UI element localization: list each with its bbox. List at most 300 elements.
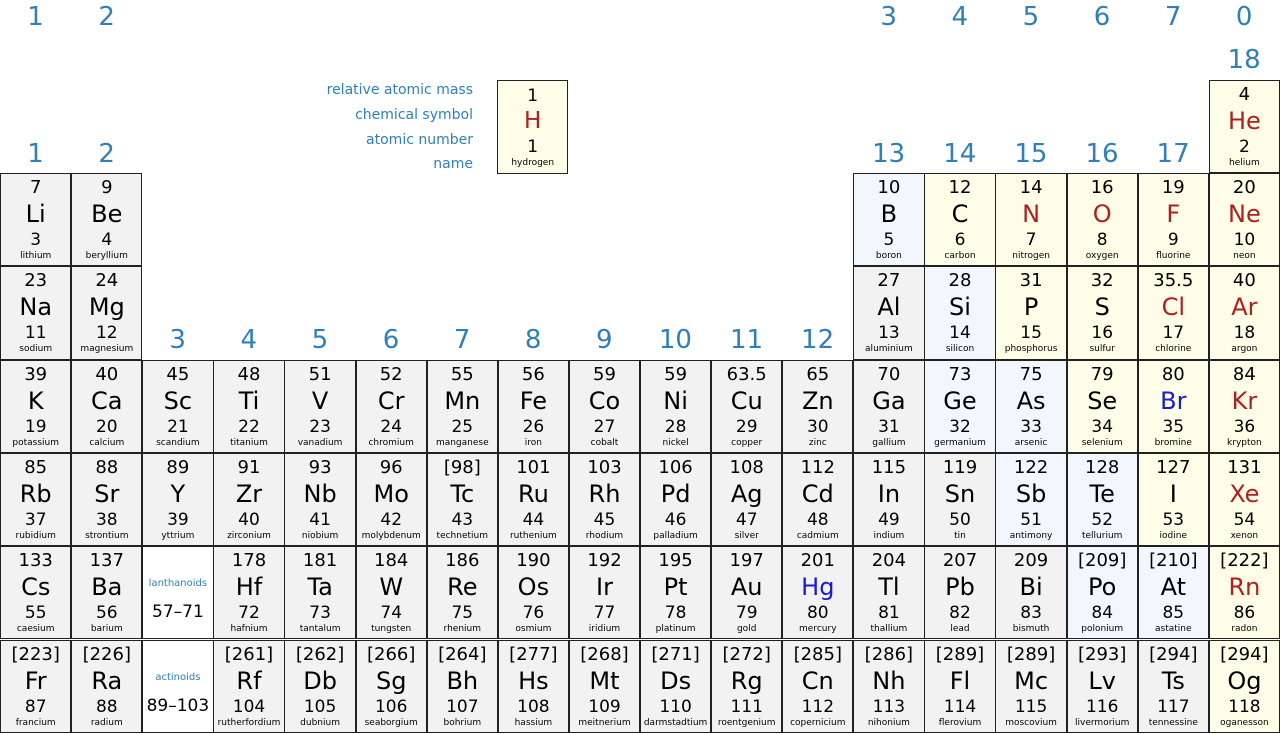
element-mass: 209 (1013, 550, 1049, 572)
element-name: yttrium (161, 530, 195, 541)
element-mass: 207 (942, 550, 978, 572)
element-cell-fl[interactable] (924, 640, 995, 733)
element-symbol: Te (1089, 479, 1115, 508)
element-cell-sb[interactable] (995, 453, 1066, 546)
element-number: 48 (806, 509, 829, 530)
element-cell-mt[interactable] (569, 640, 640, 733)
element-number: 108 (517, 696, 550, 717)
element-name: copper (731, 437, 763, 448)
element-mass: 79 (1090, 363, 1114, 385)
element-name: tantalum (299, 624, 341, 635)
element-mass: [289] (935, 643, 985, 665)
element-name: rhenium (443, 624, 482, 635)
element-cell-si[interactable] (924, 266, 995, 359)
element-cell-i[interactable] (1138, 453, 1209, 546)
element-cell-n[interactable] (995, 173, 1066, 266)
element-name: iridium (588, 624, 621, 635)
element-mass: [266] (366, 643, 416, 665)
element-cell-na[interactable] (0, 266, 71, 359)
element-mass: 35.5 (1153, 270, 1194, 292)
element-cell-ra[interactable] (71, 640, 142, 733)
element-number: 55 (24, 603, 47, 624)
old-group-label: 1 (27, 2, 44, 32)
element-name: arsenic (1014, 437, 1048, 448)
element-name: radon (1231, 624, 1258, 635)
element-number: 73 (309, 603, 331, 624)
element-symbol: Rh (588, 479, 621, 508)
element-mass: 7 (29, 177, 42, 198)
element-cell-og[interactable] (1209, 640, 1280, 733)
element-cell-os[interactable] (498, 546, 569, 639)
element-number: 13 (878, 323, 900, 344)
element-cell-sn[interactable] (924, 453, 995, 546)
group-label: 12 (801, 325, 835, 355)
element-number: 87 (24, 696, 47, 717)
element-mass: 127 (1156, 456, 1191, 478)
element-symbol: F (1166, 200, 1181, 228)
element-cell-bh[interactable] (427, 640, 498, 733)
element-cell-au[interactable] (711, 546, 782, 639)
element-name: silicon (945, 344, 975, 355)
element-name: titanium (230, 437, 268, 448)
element-cell-tl[interactable] (853, 546, 924, 639)
element-cell-p[interactable] (995, 266, 1066, 359)
element-number: 32 (949, 416, 971, 437)
element-mass: 9 (101, 177, 113, 198)
element-number: 37 (24, 509, 47, 530)
element-symbol: Nb (303, 479, 337, 508)
element-symbol: Rf (236, 666, 262, 695)
element-symbol: Ne (1228, 200, 1261, 228)
element-mass: 89 (166, 456, 190, 478)
element-cell-ag[interactable] (711, 453, 782, 546)
element-mass: 131 (1227, 456, 1262, 478)
element-mass: 73 (948, 363, 972, 385)
old-group-label: 7 (1164, 2, 1182, 32)
element-cell-mc[interactable] (995, 640, 1066, 733)
element-mass: [271] (651, 643, 700, 665)
element-number: 112 (801, 696, 835, 717)
element-name: cobalt (590, 437, 619, 448)
element-cell-fe[interactable] (498, 360, 569, 453)
element-number: 45 (593, 509, 616, 530)
element-mass: 93 (308, 456, 332, 478)
element-mass: [98] (443, 456, 481, 478)
element-mass: 112 (800, 456, 835, 478)
element-cell-ts[interactable] (1138, 640, 1209, 733)
element-symbol: Au (730, 573, 763, 602)
group-label: 2 (98, 139, 115, 169)
element-number: 47 (735, 509, 758, 530)
element-cell-rg[interactable] (711, 640, 782, 733)
element-cell-xe[interactable] (1209, 453, 1280, 546)
element-cell-zr[interactable] (213, 453, 284, 546)
group-label: 4 (240, 325, 258, 355)
element-number: 44 (522, 509, 545, 530)
element-name: nihonium (867, 717, 910, 728)
element-name: rubidium (15, 530, 56, 541)
element-number: 41 (309, 509, 331, 530)
element-name: germanium (934, 437, 986, 448)
element-cell-be[interactable] (71, 173, 142, 266)
element-number: 114 (943, 696, 977, 717)
element-name: antimony (1009, 530, 1053, 541)
element-cell-hf[interactable] (213, 546, 284, 639)
element-symbol: S (1094, 293, 1110, 322)
element-cell-at[interactable] (1138, 546, 1209, 639)
element-cell-ru[interactable] (498, 453, 569, 546)
element-symbol: In (877, 479, 901, 508)
element-symbol: B (880, 200, 898, 228)
element-mass: 128 (1085, 456, 1120, 478)
element-mass: 24 (95, 270, 119, 292)
element-mass: 27 (877, 270, 901, 292)
element-number: 117 (1157, 696, 1190, 717)
element-symbol: Tl (878, 573, 900, 602)
element-cell-bi[interactable] (995, 546, 1066, 639)
group-label: 15 (1014, 139, 1048, 169)
element-mass: 101 (516, 456, 551, 478)
element-symbol: Re (447, 573, 478, 602)
element-number: 104 (232, 696, 266, 717)
element-number: 76 (522, 603, 545, 624)
element-cell-c[interactable] (924, 173, 995, 266)
element-cell-in[interactable] (853, 453, 924, 546)
element-name: niobium (301, 530, 339, 541)
element-name: darmstadtium (643, 717, 708, 728)
element-cell-ca[interactable] (71, 360, 142, 453)
element-number: 35 (1162, 416, 1185, 437)
element-number: 106 (374, 696, 408, 717)
element-mass: 122 (1013, 456, 1049, 478)
element-name: neon (1233, 251, 1256, 261)
element-cell-al[interactable] (853, 266, 924, 359)
element-symbol: Mn (444, 386, 481, 415)
element-mass: [264] (438, 643, 487, 665)
element-symbol: Mc (1014, 666, 1049, 695)
element-cell-s[interactable] (1067, 266, 1138, 359)
element-name: molybdenum (361, 530, 421, 541)
element-cell-hs[interactable] (498, 640, 569, 733)
element-mass: 106 (658, 456, 693, 478)
series-placeholder-lanthanoids[interactable] (142, 546, 213, 639)
element-symbol: As (1016, 386, 1046, 415)
element-mass: 23 (24, 270, 48, 292)
element-mass: [272] (722, 643, 771, 665)
element-symbol: W (379, 573, 404, 602)
element-name: boron (875, 251, 902, 261)
element-symbol: Sg (375, 666, 407, 695)
element-cell-kr[interactable] (1209, 360, 1280, 453)
element-symbol: Si (949, 293, 971, 322)
element-mass: 63.5 (726, 363, 767, 385)
element-number: 51 (1020, 509, 1042, 530)
element-number: 72 (238, 603, 260, 624)
element-symbol: Sn (944, 479, 976, 508)
element-name: ruthenium (509, 530, 557, 541)
old-group-label: 3 (880, 2, 897, 32)
element-number: 118 (1228, 696, 1261, 717)
element-number: 16 (1091, 323, 1114, 344)
element-symbol: Pd (660, 479, 691, 508)
element-mass: 1 (527, 86, 539, 106)
element-number: 80 (806, 603, 829, 624)
element-number: 86 (1233, 603, 1256, 624)
element-mass: 195 (658, 550, 693, 572)
element-name: iron (524, 437, 542, 448)
element-cell-tc[interactable] (427, 453, 498, 546)
element-cell-cu[interactable] (711, 360, 782, 453)
element-cell-ni[interactable] (640, 360, 711, 453)
element-cell-ne[interactable] (1209, 173, 1280, 266)
element-name: bohrium (443, 717, 482, 728)
element-cell-he[interactable] (1209, 80, 1280, 173)
element-number: 28 (664, 416, 687, 437)
element-symbol: Tc (450, 479, 475, 508)
element-cell-cl[interactable] (1138, 266, 1209, 359)
element-number: 1 (527, 137, 539, 157)
element-cell-mg[interactable] (71, 266, 142, 359)
element-mass: 96 (379, 456, 403, 478)
element-number: 105 (303, 696, 337, 717)
element-mass: 14 (1019, 177, 1043, 198)
element-name: radium (90, 717, 123, 728)
element-symbol: Li (25, 200, 46, 228)
element-number: 4 (101, 230, 113, 250)
element-number: 50 (949, 509, 971, 530)
element-name: platinum (655, 624, 696, 635)
element-symbol: Cu (730, 386, 763, 415)
element-mass: 59 (664, 363, 688, 385)
element-symbol: Ag (730, 479, 763, 508)
element-cell-db[interactable] (284, 640, 355, 733)
element-symbol: Xe (1229, 479, 1260, 508)
element-cell-nb[interactable] (284, 453, 355, 546)
element-cell-ta[interactable] (284, 546, 355, 639)
element-name: helium (1229, 158, 1260, 168)
element-number: 77 (593, 603, 616, 624)
element-name: oxygen (1085, 251, 1119, 261)
element-name: francium (15, 717, 56, 728)
element-name: meitnerium (578, 717, 631, 728)
element-symbol: Cd (801, 479, 834, 508)
element-cell-hg[interactable] (782, 546, 853, 639)
element-cell-te[interactable] (1067, 453, 1138, 546)
element-number: 56 (95, 603, 118, 624)
legend-example-cell (497, 80, 568, 174)
element-cell-ir[interactable] (569, 546, 640, 639)
element-name: lithium (20, 251, 52, 261)
element-cell-w[interactable] (356, 546, 427, 639)
element-number: 40 (238, 509, 260, 530)
element-symbol: Ra (91, 666, 123, 695)
element-mass: 75 (1019, 363, 1043, 385)
element-symbol: Hs (518, 666, 549, 695)
old-group-label: 5 (1022, 2, 1040, 32)
element-name: palladium (653, 530, 698, 541)
group-label: 17 (1156, 139, 1190, 169)
element-name: nickel (662, 437, 689, 448)
element-cell-rb[interactable] (0, 453, 71, 546)
element-name: bismuth (1012, 624, 1050, 635)
element-cell-o[interactable] (1067, 173, 1138, 266)
element-symbol: Mt (589, 666, 620, 695)
element-name: cadmium (796, 530, 839, 541)
element-cell-b[interactable] (853, 173, 924, 266)
element-mass: 16 (1090, 177, 1114, 198)
element-name: hafnium (230, 624, 268, 635)
element-number: 14 (949, 323, 971, 344)
element-mass: 55 (450, 363, 474, 385)
element-cell-ds[interactable] (640, 640, 711, 733)
element-mass: 59 (593, 363, 616, 385)
element-cell-br[interactable] (1138, 360, 1209, 453)
element-name: argon (1231, 344, 1258, 355)
element-number: 5 (883, 230, 895, 250)
element-cell-y[interactable] (142, 453, 213, 546)
element-number: 31 (878, 416, 900, 437)
element-name: flerovium (938, 717, 982, 728)
element-symbol: Rb (19, 479, 52, 508)
element-cell-rf[interactable] (213, 640, 284, 733)
element-symbol: Ni (663, 386, 688, 415)
element-number: 83 (1020, 603, 1042, 624)
element-cell-pt[interactable] (640, 546, 711, 639)
element-symbol: Kr (1231, 386, 1258, 415)
element-mass: 181 (302, 550, 338, 572)
element-mass: 45 (166, 363, 190, 385)
element-cell-cn[interactable] (782, 640, 853, 733)
element-number: 39 (167, 509, 189, 530)
element-mass: 201 (800, 550, 835, 572)
element-symbol: Bi (1019, 573, 1043, 602)
element-cell-fr[interactable] (0, 640, 71, 733)
element-mass: [277] (509, 643, 558, 665)
element-cell-cr[interactable] (356, 360, 427, 453)
element-cell-ti[interactable] (213, 360, 284, 453)
element-symbol: Y (170, 479, 186, 508)
element-name: osmium (515, 624, 552, 635)
element-cell-v[interactable] (284, 360, 355, 453)
element-number: 111 (730, 696, 763, 717)
element-name: roentgenium (717, 717, 776, 728)
element-symbol: Br (1160, 386, 1187, 415)
element-mass: 192 (587, 550, 622, 572)
element-symbol: Fr (24, 666, 47, 695)
element-cell-sc[interactable] (142, 360, 213, 453)
element-cell-sg[interactable] (356, 640, 427, 733)
element-name: hydrogen (511, 158, 555, 168)
element-cell-pb[interactable] (924, 546, 995, 639)
element-mass: 184 (374, 550, 409, 572)
element-cell-lv[interactable] (1067, 640, 1138, 733)
element-mass: 88 (95, 456, 119, 478)
element-cell-mo[interactable] (356, 453, 427, 546)
element-symbol: Nh (872, 666, 906, 695)
element-symbol: Rg (730, 666, 763, 695)
element-name: nitrogen (1012, 251, 1050, 261)
element-number: 84 (1091, 603, 1114, 624)
element-cell-po[interactable] (1067, 546, 1138, 639)
group-label: 13 (872, 139, 906, 169)
element-name: manganese (435, 437, 489, 448)
element-cell-as[interactable] (995, 360, 1066, 453)
element-cell-nh[interactable] (853, 640, 924, 733)
element-mass: 51 (308, 363, 332, 385)
element-mass: 115 (871, 456, 907, 478)
element-mass: 80 (1161, 363, 1185, 385)
element-symbol: Ir (596, 573, 613, 602)
element-name: moscovium (1005, 717, 1057, 728)
element-symbol: Lv (1088, 666, 1116, 695)
element-name: tungsten (371, 624, 412, 635)
element-symbol: Mo (373, 479, 409, 508)
element-name: indium (873, 530, 905, 541)
series-placeholder-actinoids[interactable] (142, 640, 213, 733)
element-name: krypton (1227, 437, 1262, 448)
element-cell-co[interactable] (569, 360, 640, 453)
element-name: sulfur (1089, 344, 1115, 355)
element-symbol: Ta (307, 573, 333, 602)
element-cell-se[interactable] (1067, 360, 1138, 453)
element-mass: 91 (237, 456, 261, 478)
element-cell-ba[interactable] (71, 546, 142, 639)
element-symbol: C (951, 200, 969, 228)
element-name: magnesium (80, 344, 134, 355)
element-symbol: Hg (801, 573, 835, 602)
element-cell-ga[interactable] (853, 360, 924, 453)
legend-label: relative atomic mass (326, 82, 473, 98)
element-cell-rh[interactable] (569, 453, 640, 546)
element-cell-ar[interactable] (1209, 266, 1280, 359)
element-cell-pd[interactable] (640, 453, 711, 546)
element-name: sodium (19, 344, 53, 355)
element-cell-cs[interactable] (0, 546, 71, 639)
element-symbol: Al (877, 293, 901, 322)
element-cell-ge[interactable] (924, 360, 995, 453)
element-cell-cd[interactable] (782, 453, 853, 546)
element-cell-k[interactable] (0, 360, 71, 453)
group-label: 8 (524, 325, 542, 355)
element-name: copernicium (790, 717, 846, 728)
element-number: 109 (588, 696, 621, 717)
element-symbol: Cl (1161, 293, 1185, 322)
element-cell-sr[interactable] (71, 453, 142, 546)
element-name: aluminium (865, 344, 913, 355)
element-cell-rn[interactable] (1209, 546, 1280, 639)
group-label: 18 (1227, 45, 1261, 75)
element-mass: 4 (1238, 84, 1251, 105)
old-group-label: 6 (1093, 2, 1111, 32)
element-number: 54 (1233, 509, 1256, 530)
element-cell-li[interactable] (0, 173, 71, 266)
old-group-label: 2 (98, 2, 115, 32)
element-cell-zn[interactable] (782, 360, 853, 453)
element-mass: [226] (82, 643, 131, 665)
element-cell-re[interactable] (427, 546, 498, 639)
element-mass: [223] (11, 643, 60, 665)
element-symbol: Se (1087, 386, 1118, 415)
element-name: thallium (870, 624, 908, 635)
element-cell-mn[interactable] (427, 360, 498, 453)
element-cell-f[interactable] (1138, 173, 1209, 266)
series-label: lanthanoids (148, 578, 208, 590)
group-label: 10 (658, 325, 692, 355)
group-label: 11 (729, 325, 764, 355)
element-number: 8 (1096, 230, 1108, 250)
element-symbol: Mg (88, 293, 125, 322)
element-name: vanadium (297, 437, 343, 448)
